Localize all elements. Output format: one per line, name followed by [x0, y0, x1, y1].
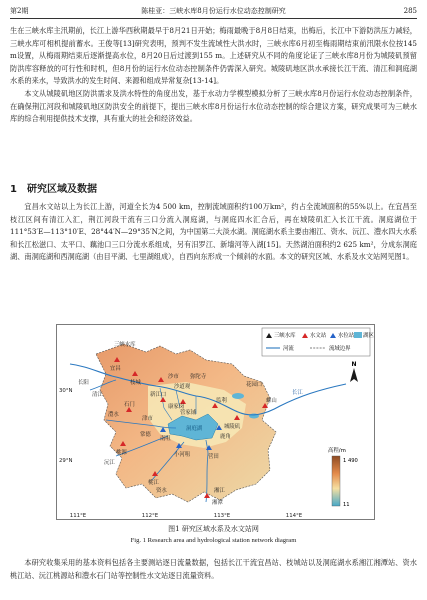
label-sanxia: 三峡水库 — [114, 342, 136, 348]
elevation-title: 高程/m — [328, 448, 346, 454]
body-paragraph-2: 本研究收集采用的基本资料包括各主要测站逐日流量数据，包括长江干流宜昌站、枝城站以及洞庭湖水系湘江湘潭站、资水桃江站、沅江桃源站和澧水石门站等控制性水文站逐日流量资料。 — [10, 558, 417, 580]
label-yuanjiang: 沅江 — [104, 460, 115, 466]
intro-paragraph-2: 本文从城陵矶地区防洪需求及洪水特性的角度出发，基于水动力学模型模拟分析了三峡水库8月份运行水位动态控制条件，在确保荆江河段和城陵矶地区防洪安全的前提下，提出三峡水库8月份运行水位动态控制的综合建议方案，研究成果可为三峡水库的综合利用提供技术支撑，具有重大的社会和经济效益。 — [10, 88, 417, 124]
elevation-gradient — [332, 456, 340, 506]
label-taojiang: 桃江 — [148, 480, 159, 486]
label-zishui: 资水 — [156, 488, 167, 494]
label-zhicheng: 枝城 — [130, 380, 141, 386]
elevation-max: 1 490 — [343, 458, 358, 464]
lon-tick: 114°E — [285, 513, 303, 519]
lon-tick: 113°E — [213, 513, 231, 519]
label-xiaohezui: 小河咀 — [174, 452, 191, 458]
lon-tick: 112°E — [141, 513, 159, 519]
label-xiangtan: 湘潭 — [212, 500, 223, 506]
label-shadaoguan: 沙道观 — [174, 384, 191, 390]
label-changyang: 长阳 — [78, 380, 89, 386]
section-heading — [10, 180, 97, 195]
section-text — [10, 201, 417, 264]
body-paragraph-1: 宜昌水文站以上为长江上游，河道全长为4 500 km，控制流域面积约100万km²，约占全流域面积的55%以上。在宜昌至枝江区间有清江入汇，荆江河段干流有三口分流入洞庭湖，与洞庭四水汇合后，再在城陵矶汇入长江干流。洞庭湖位于111°53′E—113°10′E、28°44′N—29°35′N之间，为中国第二大淡水湖。洞庭湖水系主要由湘江、资水、沅江、澧水四大水系和长江松滋口、太平口、藕池口三口分流水系组成，另有汨罗江、新墙河等入湖[15]。天然湖泊面积约2 625 km²，分成东洞庭湖、南洞庭湖和西洞庭湖（由目平湖、七里湖组成），自西向东形成一个倾斜的水面。本文的研究区域、水系及水文站网见图1。 — [10, 202, 417, 262]
map-legend — [262, 328, 374, 356]
lon-tick: 111°E — [69, 513, 87, 519]
elevation-min: 11 — [343, 502, 350, 508]
small-lake — [232, 393, 244, 399]
legend-reservoir: 三峡水库 — [274, 333, 296, 339]
study-area-map — [56, 324, 375, 520]
issue-number: 第2期 — [10, 7, 29, 15]
label-nanzui: 南咀 — [160, 436, 171, 442]
intro-text — [10, 25, 417, 126]
label-mituosi: 弥陀寺 — [190, 374, 207, 380]
section-title: 研究区域及数据 — [26, 184, 97, 195]
label-huayuankou: 花园口 — [246, 382, 263, 388]
label-shashi: 沙市 — [168, 374, 179, 380]
label-guanjiapu: 管家铺 — [180, 410, 197, 416]
label-jianli: 监利 — [216, 398, 227, 404]
label-changjiang: 长江 — [292, 390, 303, 396]
running-title: 陈桂亚：三峡水库8月份运行水位动态控制研究 — [141, 7, 286, 15]
label-xinjiangkou: 新江口 — [150, 392, 167, 398]
figure-caption-en: Fig. 1 Research area and hydrological station network diagram — [130, 537, 297, 544]
label-yichang: 宜昌 — [110, 366, 121, 372]
intro-paragraph-1: 生在三峡水库主汛期前，长江上游华西秋期最早于8月21日开始；梅雨最晚于8月8日结束，出梅后，长江中下游防洪压力减轻，三峡水库可相机提前蓄水。王俊等[13]研究表明，预判不发生流域性大洪水时，三峡水库6月初至梅雨期结束前汛限水位按145 m设置，从梅雨期结束后逐渐提高水位，8月20日后过渡到155 m。上述研究从不同的角度论证了三峡水库8月份为城陵矶预留防洪库容释放的可行性和时机，但8月份的运行水位动态控制条件仍需深入研究。城陵矶地区洪水承接长江干流、清江和洞庭湖水系的来水，导致洪水的发生时间、来源和组成异常复杂[13-14]。 — [10, 26, 417, 86]
label-luoshan: 螺山 — [266, 398, 277, 404]
label-shimen: 石门 — [124, 402, 135, 408]
legend-river: 河流 — [283, 346, 294, 352]
lat-tick: 30°N — [59, 388, 73, 394]
label-qingjiang: 清江 — [92, 392, 103, 398]
label-yingtian: 营田 — [208, 454, 219, 460]
lat-tick: 29°N — [59, 458, 73, 464]
label-jinshi: 津市 — [142, 416, 153, 422]
svg-text:N: N — [351, 361, 357, 368]
page-number: 285 — [403, 7, 417, 15]
label-dongting: 洞庭湖 — [186, 426, 203, 432]
label-kangjiagang: 康家岗 — [168, 404, 185, 410]
legend-station: 水文站 — [310, 333, 327, 339]
label-taoyuan: 桃源 — [116, 450, 127, 456]
section-number: 1 — [10, 184, 17, 195]
label-luling: 鹿角 — [220, 434, 231, 440]
label-xiangjiang: 湘江 — [214, 488, 225, 494]
section-text-continued — [10, 557, 417, 582]
label-chenglingji: 城陵矶 — [224, 424, 241, 430]
label-lishui: 澧水 — [108, 412, 119, 418]
legend-lake: 湖区 — [363, 333, 374, 339]
lake-swatch-icon — [354, 332, 362, 338]
label-changde: 常德 — [140, 432, 151, 438]
legend-hub: 水位站 — [338, 333, 355, 339]
figure-caption-cn: 图1 研究区域水系及水文站网 — [168, 525, 259, 533]
header-rule — [10, 18, 417, 19]
running-header — [10, 5, 417, 17]
legend-boundary: 流域边界 — [329, 346, 351, 352]
